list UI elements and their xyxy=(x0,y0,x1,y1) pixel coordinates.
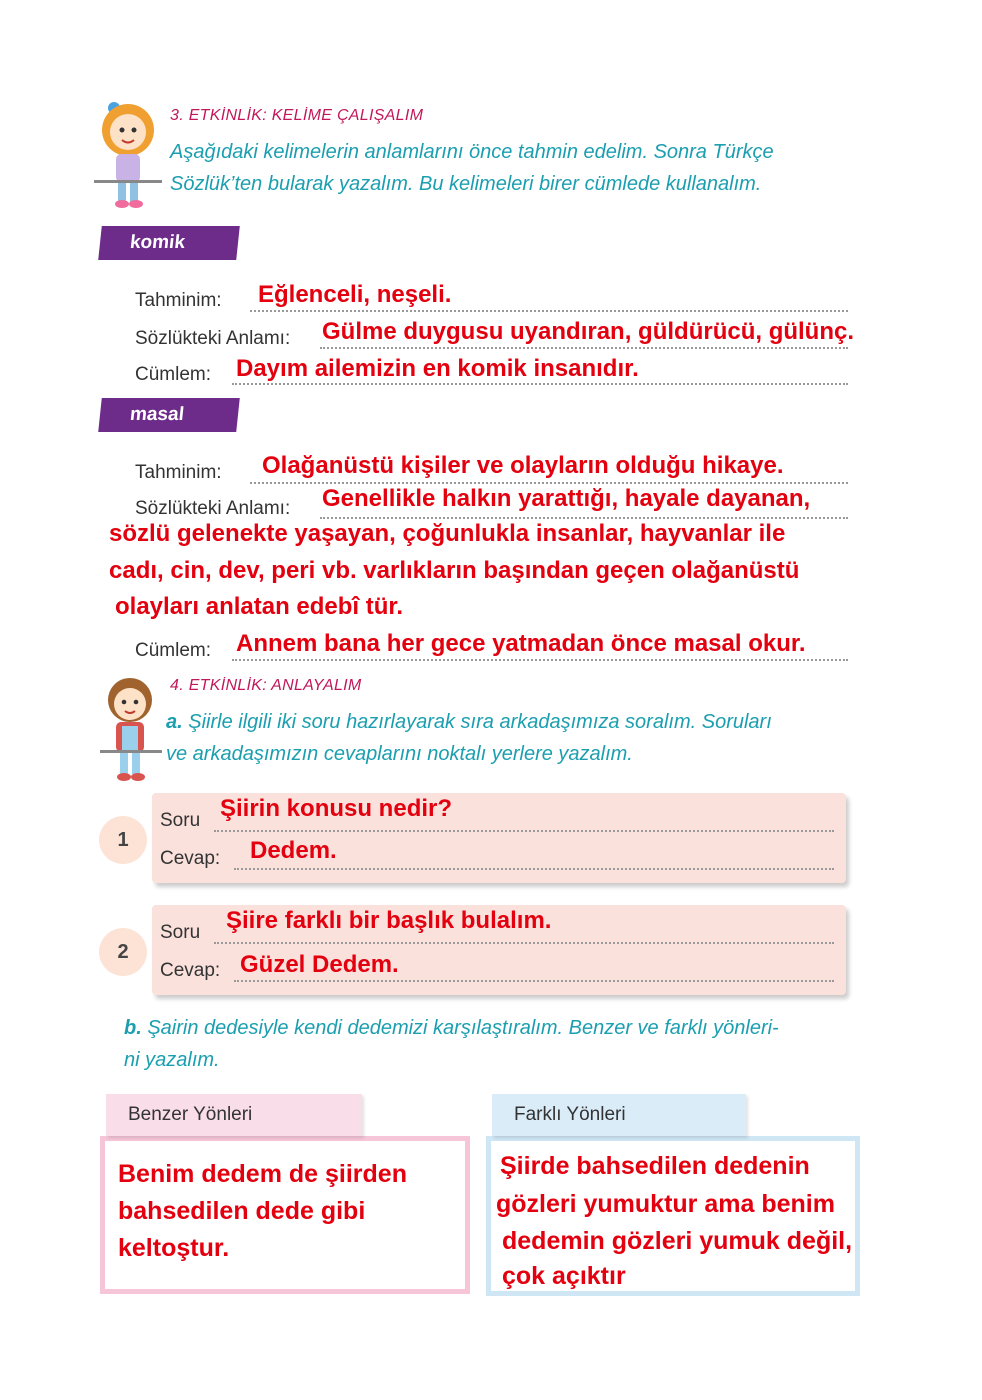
word2-dictionary-line3[interactable]: cadı, cin, dev, peri vb. varlıkların başından geçen olağanüstü xyxy=(109,557,800,584)
activity4-b-marker: b. xyxy=(124,1017,142,1039)
activity4-a-line2: ve arkadaşımızın cevaplarını noktalı yerlere yazalım. xyxy=(166,743,633,765)
activity4-a-marker: a. xyxy=(166,711,183,733)
word2-sentence-label: Cümlem: xyxy=(135,640,212,661)
similar-line1[interactable]: Benim dedem de şiirden xyxy=(118,1160,407,1188)
word2-tag: masal xyxy=(98,398,240,432)
qa2-answer-label: Cevap: xyxy=(160,960,221,981)
different-line3[interactable]: dedemin gözleri yumuk değil, xyxy=(502,1227,853,1255)
similar-line2[interactable]: bahsedilen dede gibi xyxy=(118,1197,366,1225)
qa2-question[interactable]: Şiire farklı bir başlık bulalım. xyxy=(226,907,552,934)
word2-dictionary-label: Sözlükteki Anlamı: xyxy=(135,498,291,519)
activity4-b-line1 xyxy=(124,1012,779,1044)
different-line1[interactable]: Şiirde bahsedilen dedenin xyxy=(500,1152,810,1180)
qa2-number: 2 xyxy=(99,928,147,976)
different-line4[interactable]: çok açıktır xyxy=(502,1262,626,1290)
word1-guess-answer[interactable]: Eğlenceli, neşeli. xyxy=(258,281,452,308)
similar-line3[interactable]: keltoştur. xyxy=(118,1234,230,1262)
qa1-answer-label: Cevap: xyxy=(160,848,221,869)
word2-dictionary-line1[interactable]: Genellikle halkın yarattığı, hayale dayanan, xyxy=(322,485,811,512)
word1-dictionary-label: Sözlükteki Anlamı: xyxy=(135,328,291,349)
girl-illustration xyxy=(92,96,164,211)
word1-dictionary-dots xyxy=(320,347,848,349)
qa2-question-label: Soru xyxy=(160,922,201,943)
word1-tag: komik xyxy=(98,226,240,260)
different-title: Farklı Yönleri xyxy=(492,1094,746,1136)
qa1-number: 1 xyxy=(99,816,147,864)
girl-illustration-2 xyxy=(100,674,162,784)
activity3-instruction-line1: Aşağıdaki kelimelerin anlamlarını önce tahmin edelim. Sonra Türkçe xyxy=(170,141,774,163)
word2-dictionary-line4[interactable]: olayları anlatan edebî tür. xyxy=(115,593,404,620)
word2-sentence-answer[interactable]: Annem bana her gece yatmadan önce masal okur. xyxy=(236,630,806,657)
word2-guess-dots xyxy=(250,482,848,484)
activity4-title: 4. ETKİNLİK: ANLAYALIM xyxy=(170,677,362,694)
qa1-answer[interactable]: Dedem. xyxy=(250,837,337,864)
activity4-a-line1 xyxy=(166,706,772,738)
word1-guess-dots xyxy=(250,310,848,312)
qa1-answer-dots xyxy=(234,868,834,870)
qa2-question-dots xyxy=(214,942,834,944)
activity4-a-text: Şiirle ilgili iki soru hazırlayarak sıra arkadaşımıza soralım. Soruları xyxy=(188,711,772,733)
qa2-answer[interactable]: Güzel Dedem. xyxy=(240,951,399,978)
word1-dictionary-answer[interactable]: Gülme duygusu uyandıran, güldürücü, gülünç. xyxy=(322,318,855,345)
word2-dictionary-dots xyxy=(320,517,848,519)
word2-guess-label: Tahminim: xyxy=(135,462,222,483)
similar-title: Benzer Yönleri xyxy=(106,1094,362,1136)
word2-sentence-dots xyxy=(232,659,848,661)
word2-guess-answer[interactable]: Olağanüstü kişiler ve olayların olduğu hikaye. xyxy=(262,452,784,479)
activity4-b-text: Şairin dedesiyle kendi dedemizi karşılaştıralım. Benzer ve farklı yönleri- xyxy=(147,1017,779,1039)
word1-guess-label: Tahminim: xyxy=(135,290,222,311)
qa2-answer-dots xyxy=(234,980,834,982)
activity4-b-line2: ni yazalım. xyxy=(124,1049,220,1071)
qa1-question-dots xyxy=(214,830,834,832)
word1-sentence-label: Cümlem: xyxy=(135,364,212,385)
word2-dictionary-line2[interactable]: sözlü gelenekte yaşayan, çoğunlukla insanlar, hayvanlar ile xyxy=(109,520,786,547)
activity3-title: 3. ETKİNLİK: KELİME ÇALIŞALIM xyxy=(170,107,424,124)
activity3-instruction-line2: Sözlük’ten bularak yazalım. Bu kelimeleri birer cümlede kullanalım. xyxy=(170,173,762,195)
qa1-question[interactable]: Şiirin konusu nedir? xyxy=(220,795,453,822)
qa1-question-label: Soru xyxy=(160,810,201,831)
word1-sentence-answer[interactable]: Dayım ailemizin en komik insanıdır. xyxy=(236,355,639,382)
word1-sentence-dots xyxy=(232,383,848,385)
different-line2[interactable]: gözleri yumuktur ama benim xyxy=(496,1190,835,1218)
